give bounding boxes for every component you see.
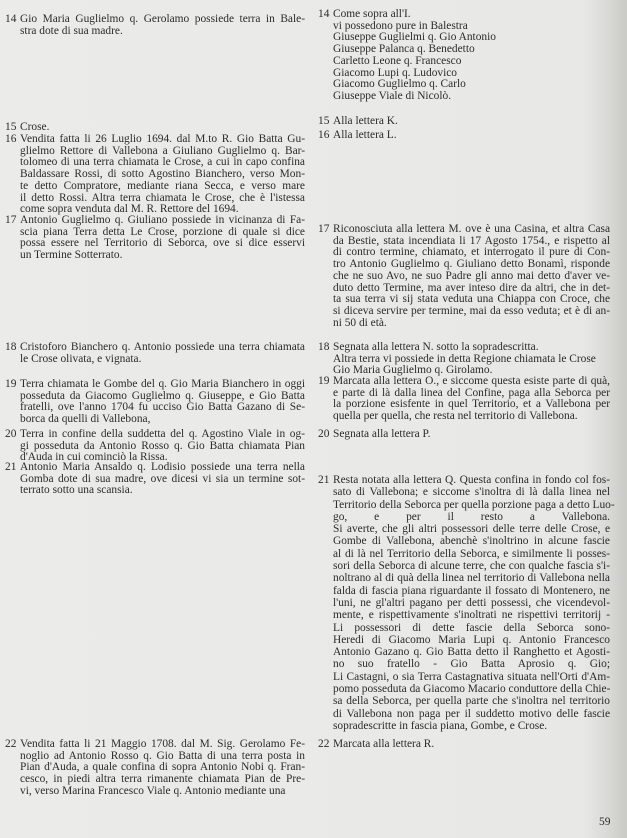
text-line: Alla lettera K. bbox=[333, 115, 398, 127]
entry-number: 20 bbox=[5, 428, 17, 440]
text-line: possa essere nel Territorio di Seborca, ove si dice esservi bbox=[20, 237, 305, 250]
text-line: Li possessori di dette fascie della Seborca sono- bbox=[333, 621, 610, 634]
text-line: borca da quelli di Vallebona, bbox=[20, 413, 151, 426]
text-line: tro Antonio Guglielmo q. Giuliano detto Bonamì, risponde bbox=[333, 258, 610, 271]
text-line: Altra terra vi possiede in detta Regione chiamata le Crose bbox=[333, 352, 596, 365]
text-line: fratelli, ove l'anno 1704 fu ucciso Gio Batta Gazano di Se- bbox=[20, 401, 305, 414]
right-entry-18 bbox=[318, 342, 610, 377]
text-line: gi posseduta da Antonio Rosso q. Gio Batta chiamata Pian bbox=[20, 439, 305, 452]
entry-number: 22 bbox=[5, 738, 17, 750]
text-line: Resta notata alla lettera Q. Questa confina in fondo col fos- bbox=[333, 474, 610, 486]
entry-number: 16 bbox=[5, 133, 17, 145]
text-line: stra dote di sua madre. bbox=[20, 24, 123, 37]
entry-number: 18 bbox=[318, 341, 330, 353]
left-entry-20 bbox=[5, 429, 305, 464]
text-line: Giacomo Guglielmo q. Carlo bbox=[333, 78, 466, 91]
entry-number: 14 bbox=[5, 13, 17, 25]
left-entry-22 bbox=[5, 739, 305, 798]
text-line: noglio ad Antonio Rosso q. Gio Batta di una terra posta in bbox=[20, 749, 305, 762]
text-line: Si averte, che gli altri possessori delle terre delle Crose, e bbox=[333, 523, 610, 536]
right-entry-21 bbox=[318, 474, 615, 732]
entry-number: 14 bbox=[318, 8, 330, 20]
text-line: Carletto Leone q. Francesco bbox=[333, 54, 462, 67]
text-line: l'uni, ne gl'altri pagano per detti possessi, che vicendevol- bbox=[333, 596, 610, 609]
text-line: ni 50 di età. bbox=[333, 316, 387, 329]
text-line: posseduta da Giacomo Guglielmo q. Giuseppe, e Gio Batta bbox=[20, 389, 305, 402]
text-line: Alla lettera L. bbox=[333, 129, 397, 141]
text-line: Riconosciuta alla lettera M. ove è una Casina, et altra Casa bbox=[333, 223, 610, 235]
entry-number: 15 bbox=[318, 115, 330, 127]
text-line: e parte di là dalla linea del Confine, paga alla Seborca per bbox=[333, 386, 610, 399]
text-line: terrato sotto una scansia. bbox=[20, 484, 133, 497]
text-line: Vendita fatta li 26 Luglio 1694. dal M.to R. Gio Batta Gu- bbox=[20, 133, 305, 145]
text-line: vi possedono pure in Balestra bbox=[333, 19, 468, 32]
text-line: come sopra venduta dal M. R. Rettore del 1694. bbox=[20, 203, 239, 216]
right-entry-20 bbox=[318, 429, 610, 441]
text-line: Terra chiamata le Gombe del q. Gio Maria Bianchero in oggi bbox=[20, 378, 305, 390]
text-line: tolomeo di una terra chiamata le Crose, a cui in capo confina bbox=[20, 156, 305, 169]
right-entry-17 bbox=[318, 224, 610, 329]
text-line: Giuseppe Guglielmi q. Gio Antonio bbox=[333, 31, 496, 44]
entry-number: 22 bbox=[318, 738, 330, 750]
text-line: sori della Seborca di alcune terre, che con qualche fascia s'i- bbox=[333, 560, 610, 573]
entry-number: 20 bbox=[318, 428, 330, 440]
entry-number: 17 bbox=[5, 214, 17, 226]
text-line: glielmo Rettore di Vallebona a Giuliano Guglielmo q. Bar- bbox=[20, 144, 305, 157]
text-line: Marcata alla lettera O., e siccome questa esiste parte di quà, bbox=[333, 375, 610, 387]
left-entry-16 bbox=[5, 134, 305, 216]
text-line: noltrano al di quà della linea nel territorio di Vallebona nella bbox=[333, 572, 610, 585]
text-line: go, e per il resto a Vallebona. bbox=[333, 510, 610, 523]
text-line: Giacomo Lupi q. Ludovico bbox=[333, 66, 458, 79]
text-line: Giuseppe Viale di Nicolò. bbox=[333, 89, 452, 102]
text-line: Gomba dote di sua madre, ove dicesi vi sia un termine sot- bbox=[20, 472, 305, 485]
entry-number: 15 bbox=[5, 121, 17, 133]
entry-number: 19 bbox=[5, 378, 17, 390]
text-line: no suo fratello - Gio Batta Aprosio q. Gio; bbox=[333, 658, 610, 671]
left-entry-18 bbox=[5, 342, 305, 365]
text-line: al di là nel Territorio della Seborca, e similmente li posses- bbox=[333, 547, 610, 560]
text-line: Antonio Maria Ansaldo q. Lodisio possiede una terra nella bbox=[20, 461, 305, 473]
text-line: Heredi di Giacomo Maria Lupi q. Antonio Francesco bbox=[333, 633, 610, 646]
text-line: Li Castagni, o sia Terra Castagnativa situata nell'Orti d'Am- bbox=[333, 670, 610, 683]
text-line: Segnata alla lettera P. bbox=[333, 428, 431, 440]
text-line: scia piana Terra detta Le Crose, porzione di quale si dice bbox=[20, 225, 305, 238]
right-entry-14 bbox=[318, 9, 610, 103]
entry-number: 21 bbox=[5, 461, 17, 473]
text-line: d'Auda in cui cominciò la Rissa. bbox=[20, 451, 168, 464]
text-line: cesco, in piedi altra terra rimanente chiamata Pian de Pre- bbox=[20, 773, 305, 786]
text-line: falda di fascia piana riguardante il fossato di Montenero, ne bbox=[333, 584, 610, 597]
text-line: le Crose olivata, e vignata. bbox=[20, 352, 142, 365]
left-entry-21 bbox=[5, 462, 305, 497]
text-line: di contro termine, chiamato, et interrogato il pure di Con- bbox=[333, 246, 610, 259]
entry-number: 19 bbox=[318, 375, 330, 387]
text-line: Territorio della Seborca per quella porzione paga a detto Luo- bbox=[333, 498, 615, 511]
text-line: mente, e rispettivamente s'inoltrati ne rispettivi territorij - bbox=[333, 609, 610, 622]
text-line: Pian d'Auda, a quale confina di sopra Antonio Nobi q. Fran- bbox=[20, 761, 305, 774]
text-line: sopradescritte in fascia piana, Gombe, e Crose. bbox=[333, 719, 548, 732]
text-line: te detto Compratore, mediante riana Secca, e verso mare bbox=[20, 179, 305, 192]
text-line: Segnata alla lettera N. sotto la sopradescritta. bbox=[333, 341, 539, 353]
page-number: 59 bbox=[599, 816, 611, 828]
entry-number: 16 bbox=[318, 129, 330, 141]
text-line: duto detto Termine, ma aver inteso dire da altri, che in det- bbox=[333, 281, 610, 294]
text-line: Terra in confine della suddetta del q. Agostino Viale in og- bbox=[20, 428, 305, 440]
text-line: Marcata alla lettera R. bbox=[333, 738, 435, 750]
text-line: Antonio Gazano q. Gio Batta detto il Ranghetto et Agosti- bbox=[333, 646, 610, 659]
entry-number: 18 bbox=[5, 341, 17, 353]
text-line: si diceva servire per termine, mai da esso veduta; et è di an- bbox=[333, 304, 610, 317]
text-line: Crose. bbox=[20, 121, 50, 133]
text-line: quella per quella, che resta nel territorio di Vallebona. bbox=[333, 410, 578, 423]
right-entry-15 bbox=[318, 116, 610, 128]
text-line: da Bestie, stata incendiata li 17 Agosto 1754., e rispetto al bbox=[333, 234, 610, 247]
text-line: Gombe di Vallebona, abenchè s'inoltrino in alcune fascie bbox=[333, 535, 610, 548]
entry-number: 21 bbox=[318, 474, 330, 486]
left-entry-15 bbox=[5, 122, 305, 134]
left-entry-14 bbox=[5, 14, 305, 37]
right-entry-16 bbox=[318, 130, 610, 142]
text-line: Come sopra all'I. bbox=[333, 8, 411, 20]
text-line: sato di Vallebona; e siccome s'inoltra di là dalla linea nel bbox=[333, 486, 610, 499]
right-entry-19 bbox=[318, 376, 610, 423]
text-line: sa della Seborca, per quella parte che s'inoltra nel territorio bbox=[333, 695, 610, 708]
text-line: di Vallebona non paga per il suddetto motivo delle fascie bbox=[333, 707, 610, 720]
text-line: vi, verso Marina Francesco Viale q. Antonio mediante una bbox=[20, 784, 286, 797]
text-line: la porzione esisfente in quel Territorio, et a Vallebona per bbox=[333, 398, 610, 411]
text-line: Giuseppe Palanca q. Benedetto bbox=[333, 43, 475, 56]
text-line: un Termine Sotterrato. bbox=[20, 249, 123, 262]
entry-number: 17 bbox=[318, 223, 330, 235]
text-line: Cristoforo Bianchero q. Antonio possiede una terra chiamata bbox=[20, 341, 305, 353]
text-line: pomo posseduta da Giacomo Macario conduttore della Chie- bbox=[333, 683, 611, 696]
text-line: il detto Rossi. Altra terra chiamata le Crose, che è l'istessa bbox=[20, 191, 305, 204]
left-entry-19 bbox=[5, 379, 305, 426]
text-line: Gio Maria Guglielmo q. Gerolamo possiede terra in Bale- bbox=[20, 13, 305, 25]
text-line: ta sua terra vi sij stata veduta una Chiappa con Croce, che bbox=[333, 293, 610, 306]
left-entry-17 bbox=[5, 215, 305, 262]
text-line: Baldassare Rossi, di sotto Agostino Bianchero, verso Mon- bbox=[20, 168, 305, 181]
text-line: che ne suo Avo, ne suo Padre gli anno mai detto d'aver ve- bbox=[333, 269, 610, 282]
text-line: Gio Maria Guglielmo q. Girolamo. bbox=[333, 364, 493, 377]
text-line: Antonio Guglielmo q. Giuliano possiede in vicinanza di Fa- bbox=[20, 214, 305, 226]
text-line: Vendita fatta li 21 Maggio 1708. dal M. Sig. Gerolamo Fe- bbox=[20, 738, 305, 750]
right-entry-22 bbox=[318, 739, 610, 751]
